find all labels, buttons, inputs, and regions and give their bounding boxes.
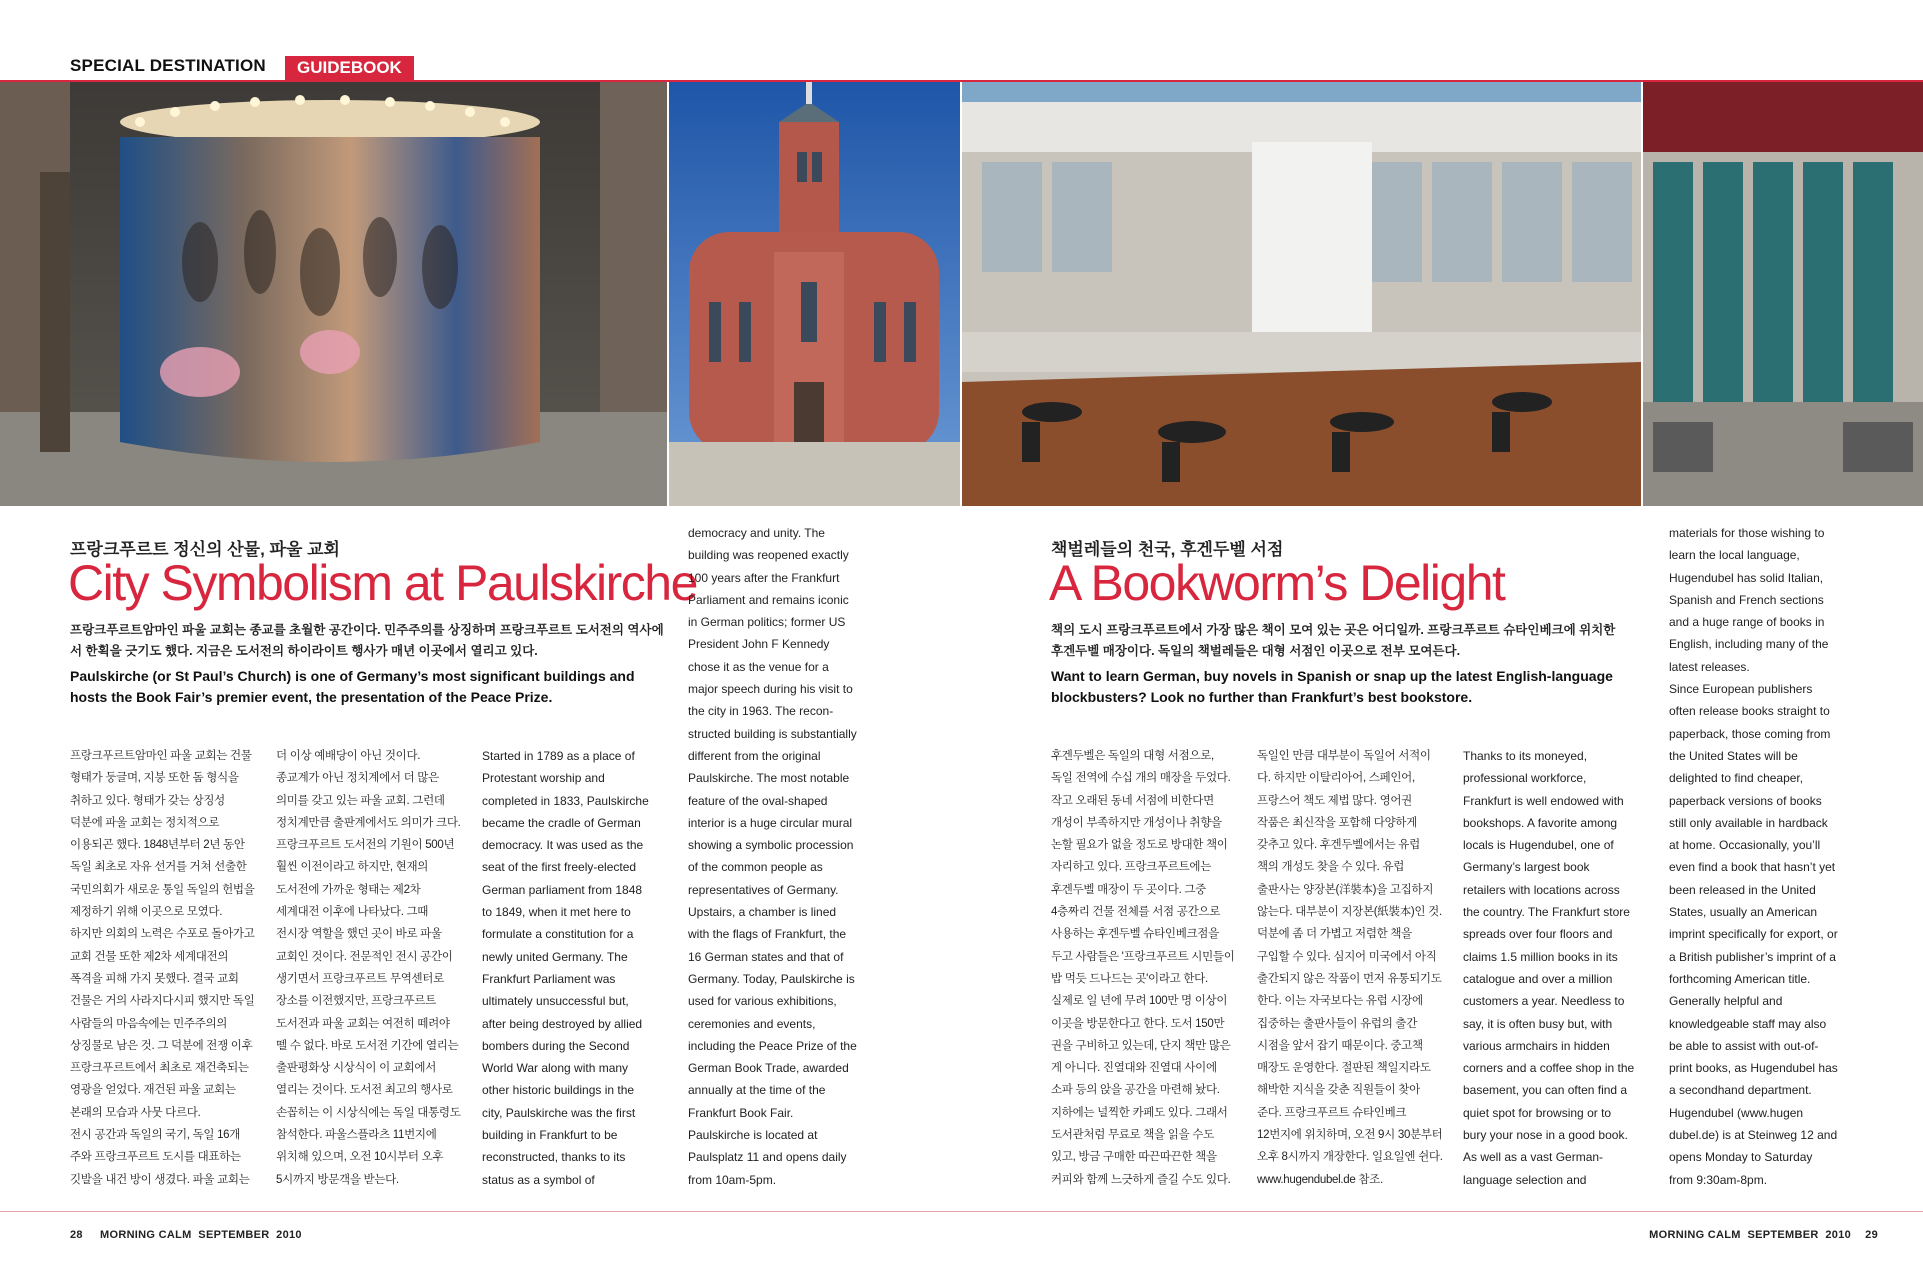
guidebook-badge: GUIDEBOOK [285,56,414,80]
left-english-column-2: democracy and unity. The building was reopened exactly 100 years after the Frankfurt Parliament and remains iconic in German politics; former US President John F Kennedy chose it as the venue for a major speech during his visit to the city in 1963. The recon- structed building is substantially different from the original Paulskirche. The most notable feature of the oval-shaped interior is a huge circular mural showing a symbolic procession of the common people as representatives of Germany. Upstairs, a chamber is lined with the flags of Frankfurt, the 16 German states and that of Germany. Today, Paulskirche is used for various exhibitions, ceremonies and events, including the Peace Prize of the German Book Trade, awarded annually at the time of the Frankfurt Book Fair. Paulskirche is located at Paulsplatz 11 and opens daily from 10am-5pm. [688,526,857,1187]
right-korean-lede: 책의 도시 프랑크푸르트에서 가장 많은 책이 모여 있는 곳은 어디일까. 프랑크푸르트 슈타인베크에 위치한 후겐두벨 매장이다. 독일의 책벌레들은 대형 서점인 이곳으로 전부 모여든다. [1051,623,1616,658]
right-korean-subtitle: 책벌레들의 천국, 후겐두벨 서점 [1051,540,1284,559]
mural-photo [0,82,667,506]
left-footer-text: MORNING CALM SEPTEMBER 2010 [100,1229,302,1241]
right-english-column-2: materials for those wishing to learn the local language, Hugendubel has solid Italian, Spanish and French sections and a huge range of books in English, including many of the latest releases. Since European publishers often release books straight to paperback, those coming from the United States will be delighted to find cheaper, paperback versions of books still only available in hardback at home. Occasionally, you’ll even find a book that hasn’t yet been released in the United States, usually an American imprint specifically for export, or a British publisher’s imprint of a forthcoming American title. Generally helpful and knowledgeable staff may also be able to assist with out-of- print books, as Hugendubel has a secondhand department. Hugendubel (www.hugen dubel.de) is at Steinweg 12 and opens Monday to Saturday from 9:30am-8pm. [1669,526,1838,1187]
right-english-column-1: Thanks to its moneyed, professional workforce, Frankfurt is well endowed with bookshops. A favorite among locals is Hugendubel, one of Germany’s largest book retailers with locations across the country. The Frankfurt store spreads over four floors and claims 1.5 million books in its catalogue and over a million customers a year. Needless to say, it is often busy but, with various armchairs in hidden corners and a coffee shop in the basement, you can often find a quiet spot for browsing or to bury your nose in a good book. As well as a vast German- language selection and [1463,749,1635,1187]
left-korean-column-1: 프랑크푸르트암마인 파울 교회는 건물 형태가 둥글며, 지붕 또한 돔 형식을 취하고 있다. 형태가 갖는 상징성 덕분에 파울 교회는 정치적으로 이용되곤 했다. 1848년부터 2년 동안 독일 최초로 자유 선거를 거쳐 선출한 국민의회가 새로운 통일 독일의 헌법을 제정하기 위해 이곳으로 모였다. 하지만 의회의 노력은 수포로 돌아가고 교회 건물 또한 제2차 세계대전의 폭격을 피해 가지 못했다. 결국 교회 건물은 거의 사라지다시피 했지만 독일 사람들의 마음속에는 민주주의의 상징물로 남은 것. 그 덕분에 전쟁 이후 프랑크푸르트에서 최초로 재건축되는 영광을 얻었다. 재건된 파울 교회는 본래의 모습과 사뭇 다르다. 전시 공간과 독일의 국기, 독일 16개 주와 프랑크푸르트 도시를 대표하는 깃발을 내건 방이 생겼다. 파울 교회는 [70,750,255,1186]
footer-rule [0,1211,1923,1212]
left-korean-subtitle: 프랑크푸르트 정신의 산물, 파울 교회 [70,540,340,559]
right-footer-text: MORNING CALM SEPTEMBER 2010 [1649,1229,1851,1241]
right-article-title: A Bookworm’s Delight [1049,555,1505,611]
left-korean-lede: 프랑크푸르트암마인 파울 교회는 종교를 초월한 공간이다. 민주주의를 상징하며 프랑크푸르트 도서전의 역사에서 한획을 긋기도 했다. 지금은 도서전의 하이라이트 행사가 매년 이곳에서 열리고 있다. [70,623,664,658]
left-english-column-1: Started in 1789 as a place of Protestant worship and completed in 1833, Paulskirche became the cradle of German democracy. It was used as the seat of the first freely-elected German parliament from 1848 to 1849, when it met here to formulate a constitution for a newly united Germany. The Frankfurt Parliament was ultimately unsuccessful but, after being destroyed by allied bombers during the Second World War along with many other historic buildings in the city, Paulskirche was the first building in Frankfurt to be reconstructed, thanks to its status as a symbol of [482,749,649,1187]
right-page-number: 29 [1865,1229,1878,1241]
church-photo [669,82,960,506]
storefront-photo [1643,82,1923,506]
bookstore-cafe-photo [962,82,1641,506]
right-korean-column-1: 후겐두벨은 독일의 대형 서점으로, 독일 전역에 수십 개의 매장을 두었다. 작고 오래된 동네 서점에 비한다면 개성이 부족하지만 개성이나 취향을 논할 필요가 없을 정도로 방대한 책이 자리하고 있다. 프랑크푸르트에는 후겐두벨 매장이 두 곳이다. 그중 4층짜리 건물 전체를 서점 공간으로 사용하는 후겐두벨 슈타인베크점을 두고 사람들은 '프랑크푸르트 시민들이 밥 먹듯 드나드는 곳'이라고 한다. 실제로 일 년에 무려 100만 명 이상이 이곳을 방문한다고 한다. 도서 150만 권을 구비하고 있는데, 단지 책만 많은 게 아니다. 진열대와 진열대 사이에 소파 등의 앉을 공간을 마련해 놨다. 지하에는 널찍한 카페도 있다. 그래서 도서관처럼 무료로 책을 읽을 수도 있고, 방금 구매한 따끈따끈한 책을 커피와 함께 느긋하게 즐길 수도 있다. [1051,750,1235,1186]
right-korean-column-2: 독일인 만큼 대부분이 독일어 서적이 다. 하지만 이탈리아어, 스페인어, 프랑스어 책도 제법 많다. 영어권 작품은 최신작을 포함해 다양하게 갖추고 있다. 후겐두벨에서는 유럽 책의 개성도 찾을 수 있다. 유럽 출판사는 양장본(洋裝本)을 고집하지 않는다. 대부분이 지장본(紙裝本)인 것. 덕분에 좀 더 가볍고 저렴한 책을 구입할 수 있다. 심지어 미국에서 아직 출간되지 않은 작품이 먼저 유통되기도 한다. 이는 자국보다는 유럽 시장에 집중하는 출판사들이 유럽의 출간 시점을 앞서 잡기 때문이다. 중고책 매장도 운영한다. 절판된 책일지라도 해박한 지식을 갖춘 직원들이 찾아 준다. 프랑크푸르트 슈타인베크 12번지에 위치하며, 오전 9시 30분부터 오후 8시까지 개장한다. 일요일엔 쉰다. www.hugendubel.de 참조. [1257,750,1443,1186]
section-title: SPECIAL DESTINATION [70,56,266,75]
right-english-lede: Want to learn German, buy novels in Spanish or snap up the latest English-language blockbusters? Look no further than Frankfurt’s best bookstore. [1051,668,1613,705]
left-page-number: 28 [70,1229,83,1241]
left-korean-column-2: 더 이상 예배당이 아닌 것이다. 종교계가 아닌 정치계에서 더 많은 의미를 갖고 있는 파울 교회. 그런데 정치계만큼 출판계에서도 의미가 크다. 프랑크푸르트 도서전의 기원이 500년 훨씬 이전이라고 하지만, 현재의 도서전에 가까운 형태는 제2차 세계대전 이후에 나타났다. 그때 전시장 역할을 했던 곳이 바로 파울 교회인 것이다. 전문적인 전시 공간이 생기면서 프랑크푸르트 무역센터로 장소를 이전했지만, 프랑크푸르트 도서전과 파울 교회는 여전히 떼려야 뗄 수 없다. 바로 도서전 기간에 열리는 출판평화상 시상식이 이 교회에서 열리는 것이다. 도서전 최고의 행사로 손꼽히는 이 시상식에는 독일 대통령도 참석한다. 파울스플라츠 11번지에 위치해 있으며, 오전 10시부터 오후 5시까지 방문객을 받는다. [276,750,461,1186]
left-english-lede: Paulskirche (or St Paul’s Church) is one of Germany’s most significant buildings and hosts the Book Fair’s premier event, the presentation of the Peace Prize. [70,668,635,705]
left-article-title: City Symbolism at Paulskirche [68,555,697,611]
